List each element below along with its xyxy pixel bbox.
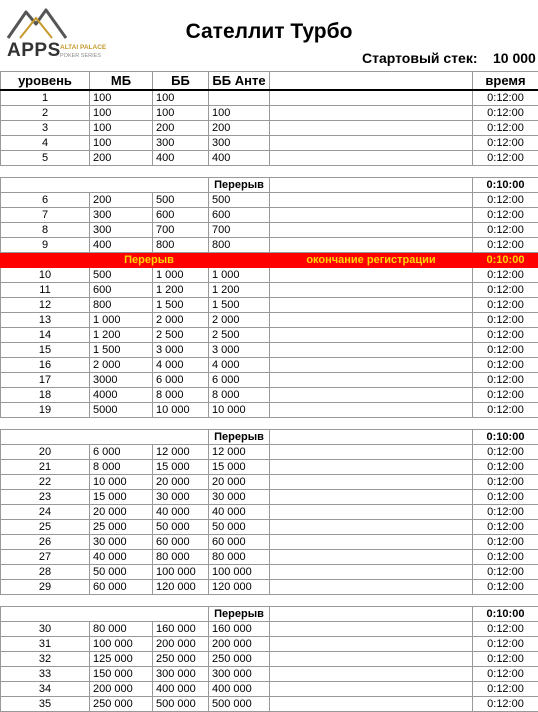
level-cell: 9: [1, 238, 90, 253]
sb-cell: 125 000: [90, 652, 153, 667]
bb-cell: 40 000: [153, 505, 209, 520]
ante-cell: 1 500: [209, 298, 270, 313]
note-cell: [270, 403, 473, 418]
break-time: 0:10:00: [473, 253, 538, 268]
table-row: [1, 313, 538, 328]
bb-cell: 100 000: [153, 565, 209, 580]
ante-cell: 100: [209, 106, 270, 121]
note-cell: [270, 373, 473, 388]
break-row: [1, 607, 538, 622]
bb-cell: 100: [153, 90, 209, 106]
level-cell: 16: [1, 358, 90, 373]
sb-cell: 2 000: [90, 358, 153, 373]
time-cell: 0:12:00: [473, 343, 538, 358]
sb-cell: 6 000: [90, 445, 153, 460]
note-cell: [270, 520, 473, 535]
note-cell: [270, 637, 473, 652]
table-row: [1, 682, 538, 697]
bb-cell: 500 000: [153, 697, 209, 712]
level-cell: 6: [1, 193, 90, 208]
level-cell: 10: [1, 268, 90, 283]
spacer-cell: [1, 595, 538, 607]
table-row: [1, 652, 538, 667]
sb-cell: 100 000: [90, 637, 153, 652]
level-cell: 8: [1, 223, 90, 238]
page-title: Сателлит Турбо: [0, 20, 538, 44]
sb-cell: 50 000: [90, 565, 153, 580]
sb-cell: 60 000: [90, 580, 153, 595]
note-cell: [270, 475, 473, 490]
ante-cell: 300 000: [209, 667, 270, 682]
break-row: [1, 178, 538, 193]
level-cell: 7: [1, 208, 90, 223]
table-row: [1, 136, 538, 151]
time-cell: 0:12:00: [473, 136, 538, 151]
sb-cell: 8 000: [90, 460, 153, 475]
table-row: [1, 403, 538, 418]
header-sb: МБ: [90, 72, 153, 91]
time-cell: 0:12:00: [473, 565, 538, 580]
ante-cell: 400: [209, 151, 270, 166]
ante-cell: 15 000: [209, 460, 270, 475]
time-cell: 0:12:00: [473, 268, 538, 283]
time-cell: 0:12:00: [473, 445, 538, 460]
ante-cell: 200: [209, 121, 270, 136]
bb-cell: 400: [153, 151, 209, 166]
ante-cell: 8 000: [209, 388, 270, 403]
empty-cell: [209, 253, 270, 268]
sb-cell: 150 000: [90, 667, 153, 682]
level-cell: 25: [1, 520, 90, 535]
level-cell: 27: [1, 550, 90, 565]
bb-cell: 3 000: [153, 343, 209, 358]
note-cell: [270, 298, 473, 313]
time-cell: 0:12:00: [473, 697, 538, 712]
level-cell: 21: [1, 460, 90, 475]
note-cell: [270, 223, 473, 238]
table-row: [1, 637, 538, 652]
time-cell: 0:12:00: [473, 535, 538, 550]
sb-cell: 15 000: [90, 490, 153, 505]
level-cell: 28: [1, 565, 90, 580]
note-cell: [270, 268, 473, 283]
registration-end-row: [1, 253, 538, 268]
spacer-cell: [1, 166, 538, 178]
note-cell: [270, 607, 473, 622]
sb-cell: 800: [90, 298, 153, 313]
bb-cell: 700: [153, 223, 209, 238]
level-cell: 15: [1, 343, 90, 358]
sb-cell: 3000: [90, 373, 153, 388]
bb-cell: 50 000: [153, 520, 209, 535]
ante-cell: [209, 90, 270, 106]
ante-cell: 6 000: [209, 373, 270, 388]
blinds-table: [0, 71, 538, 712]
table-row: [1, 238, 538, 253]
bb-cell: 120 000: [153, 580, 209, 595]
level-cell: 29: [1, 580, 90, 595]
bb-cell: 200 000: [153, 637, 209, 652]
ante-cell: 800: [209, 238, 270, 253]
level-cell: 11: [1, 283, 90, 298]
note-cell: [270, 358, 473, 373]
ante-cell: 12 000: [209, 445, 270, 460]
break-row: [1, 430, 538, 445]
bb-cell: 4 000: [153, 358, 209, 373]
table-row: [1, 520, 538, 535]
table-row: [1, 90, 538, 106]
table-row: [1, 268, 538, 283]
table-row: [1, 475, 538, 490]
note-cell: [270, 388, 473, 403]
sb-cell: 100: [90, 121, 153, 136]
table-row: [1, 580, 538, 595]
note-cell: [270, 565, 473, 580]
table-row: [1, 358, 538, 373]
ante-cell: 50 000: [209, 520, 270, 535]
starting-stack-label: Стартовый стек:: [362, 50, 478, 66]
level-cell: 34: [1, 682, 90, 697]
registration-note: окончание регистрации: [270, 253, 473, 268]
spacer-row: [1, 418, 538, 430]
time-cell: 0:12:00: [473, 403, 538, 418]
time-cell: 0:12:00: [473, 520, 538, 535]
bb-cell: 80 000: [153, 550, 209, 565]
level-cell: 1: [1, 90, 90, 106]
sb-cell: 100: [90, 106, 153, 121]
bb-cell: 20 000: [153, 475, 209, 490]
sb-cell: 80 000: [90, 622, 153, 637]
note-cell: [270, 121, 473, 136]
table-row: [1, 298, 538, 313]
time-cell: 0:12:00: [473, 373, 538, 388]
table-row: [1, 106, 538, 121]
bb-cell: 400 000: [153, 682, 209, 697]
break-time: 0:10:00: [473, 607, 538, 622]
empty-cell: [1, 607, 209, 622]
level-cell: 4: [1, 136, 90, 151]
ante-cell: 600: [209, 208, 270, 223]
break-label: Перерыв: [209, 178, 270, 193]
table-row: [1, 193, 538, 208]
time-cell: 0:12:00: [473, 460, 538, 475]
level-cell: 26: [1, 535, 90, 550]
header-note: [270, 72, 473, 91]
bb-cell: 1 500: [153, 298, 209, 313]
note-cell: [270, 667, 473, 682]
table-row: [1, 535, 538, 550]
time-cell: 0:12:00: [473, 637, 538, 652]
ante-cell: 40 000: [209, 505, 270, 520]
time-cell: 0:12:00: [473, 490, 538, 505]
ante-cell: 500 000: [209, 697, 270, 712]
note-cell: [270, 238, 473, 253]
sb-cell: 400: [90, 238, 153, 253]
note-cell: [270, 652, 473, 667]
sb-cell: 200: [90, 151, 153, 166]
note-cell: [270, 550, 473, 565]
ante-cell: 700: [209, 223, 270, 238]
time-cell: 0:12:00: [473, 667, 538, 682]
table-row: [1, 445, 538, 460]
spacer-row: [1, 166, 538, 178]
note-cell: [270, 136, 473, 151]
sb-cell: 30 000: [90, 535, 153, 550]
time-cell: 0:12:00: [473, 90, 538, 106]
ante-cell: 400 000: [209, 682, 270, 697]
table-row: [1, 697, 538, 712]
level-cell: 33: [1, 667, 90, 682]
ante-cell: 4 000: [209, 358, 270, 373]
table-row: [1, 460, 538, 475]
header-bb: ББ: [153, 72, 209, 91]
sb-cell: 100: [90, 136, 153, 151]
bb-cell: 15 000: [153, 460, 209, 475]
level-cell: 19: [1, 403, 90, 418]
sb-cell: 1 500: [90, 343, 153, 358]
sb-cell: 1 200: [90, 328, 153, 343]
sb-cell: 25 000: [90, 520, 153, 535]
sb-cell: 200: [90, 193, 153, 208]
note-cell: [270, 151, 473, 166]
bb-cell: 12 000: [153, 445, 209, 460]
sb-cell: 100: [90, 90, 153, 106]
empty-cell: [1, 430, 209, 445]
ante-cell: 80 000: [209, 550, 270, 565]
header-ante: ББ Анте: [209, 72, 270, 91]
logo-line2: POKER SERIES: [60, 53, 101, 59]
ante-cell: 1 200: [209, 283, 270, 298]
table-row: [1, 388, 538, 403]
time-cell: 0:12:00: [473, 505, 538, 520]
time-cell: 0:12:00: [473, 652, 538, 667]
level-cell: 14: [1, 328, 90, 343]
level-cell: 32: [1, 652, 90, 667]
note-cell: [270, 313, 473, 328]
time-cell: 0:12:00: [473, 106, 538, 121]
table-row: [1, 490, 538, 505]
time-cell: 0:12:00: [473, 550, 538, 565]
note-cell: [270, 343, 473, 358]
ante-cell: 160 000: [209, 622, 270, 637]
logo-line1: ALTAI PALACE: [60, 44, 106, 51]
sb-cell: 5000: [90, 403, 153, 418]
note-cell: [270, 283, 473, 298]
note-cell: [270, 697, 473, 712]
starting-stack-value: 10 000: [493, 50, 536, 66]
ante-cell: 300: [209, 136, 270, 151]
time-cell: 0:12:00: [473, 151, 538, 166]
note-cell: [270, 505, 473, 520]
level-cell: 12: [1, 298, 90, 313]
ante-cell: 2 500: [209, 328, 270, 343]
table-row: [1, 151, 538, 166]
ante-cell: 10 000: [209, 403, 270, 418]
note-cell: [270, 90, 473, 106]
time-cell: 0:12:00: [473, 193, 538, 208]
sb-cell: 40 000: [90, 550, 153, 565]
sb-cell: 500: [90, 268, 153, 283]
note-cell: [270, 535, 473, 550]
level-cell: 13: [1, 313, 90, 328]
time-cell: 0:12:00: [473, 313, 538, 328]
bb-cell: 6 000: [153, 373, 209, 388]
ante-cell: 500: [209, 193, 270, 208]
time-cell: 0:12:00: [473, 208, 538, 223]
time-cell: 0:12:00: [473, 223, 538, 238]
sb-cell: 200 000: [90, 682, 153, 697]
bb-cell: 300: [153, 136, 209, 151]
table-row: [1, 550, 538, 565]
bb-cell: 2 500: [153, 328, 209, 343]
empty-cell: [1, 253, 90, 268]
note-cell: [270, 178, 473, 193]
level-cell: 24: [1, 505, 90, 520]
bb-cell: 30 000: [153, 490, 209, 505]
note-cell: [270, 460, 473, 475]
ante-cell: 20 000: [209, 475, 270, 490]
table-row: [1, 667, 538, 682]
sb-cell: 20 000: [90, 505, 153, 520]
time-cell: 0:12:00: [473, 358, 538, 373]
bb-cell: 1 200: [153, 283, 209, 298]
sb-cell: 300: [90, 223, 153, 238]
logo-brand: APPS: [7, 40, 61, 62]
note-cell: [270, 328, 473, 343]
bb-cell: 60 000: [153, 535, 209, 550]
break-label: Перерыв: [209, 607, 270, 622]
note-cell: [270, 445, 473, 460]
break-time: 0:10:00: [473, 178, 538, 193]
note-cell: [270, 490, 473, 505]
break-label: Перерыв: [90, 253, 209, 268]
ante-cell: 2 000: [209, 313, 270, 328]
bb-cell: 600: [153, 208, 209, 223]
bb-cell: 10 000: [153, 403, 209, 418]
level-cell: 18: [1, 388, 90, 403]
sb-cell: 1 000: [90, 313, 153, 328]
table-row: [1, 343, 538, 358]
time-cell: 0:12:00: [473, 580, 538, 595]
note-cell: [270, 430, 473, 445]
table-header: [1, 72, 538, 91]
level-cell: 3: [1, 121, 90, 136]
note-cell: [270, 580, 473, 595]
note-cell: [270, 106, 473, 121]
note-cell: [270, 193, 473, 208]
spacer-cell: [1, 418, 538, 430]
header-level: уровень: [1, 72, 90, 91]
ante-cell: 60 000: [209, 535, 270, 550]
time-cell: 0:12:00: [473, 475, 538, 490]
table-row: [1, 328, 538, 343]
empty-cell: [1, 178, 209, 193]
level-cell: 17: [1, 373, 90, 388]
bb-cell: 160 000: [153, 622, 209, 637]
note-cell: [270, 622, 473, 637]
level-cell: 5: [1, 151, 90, 166]
level-cell: 35: [1, 697, 90, 712]
time-cell: 0:12:00: [473, 388, 538, 403]
ante-cell: 30 000: [209, 490, 270, 505]
level-cell: 22: [1, 475, 90, 490]
table-row: [1, 121, 538, 136]
sb-cell: 10 000: [90, 475, 153, 490]
level-cell: 31: [1, 637, 90, 652]
level-cell: 2: [1, 106, 90, 121]
table-row: [1, 223, 538, 238]
bb-cell: 800: [153, 238, 209, 253]
note-cell: [270, 208, 473, 223]
time-cell: 0:12:00: [473, 298, 538, 313]
bb-cell: 250 000: [153, 652, 209, 667]
table-row: [1, 208, 538, 223]
bb-cell: 500: [153, 193, 209, 208]
time-cell: 0:12:00: [473, 682, 538, 697]
sb-cell: 600: [90, 283, 153, 298]
table-row: [1, 505, 538, 520]
bb-cell: 1 000: [153, 268, 209, 283]
sb-cell: 300: [90, 208, 153, 223]
break-time: 0:10:00: [473, 430, 538, 445]
bb-cell: 300 000: [153, 667, 209, 682]
table-row: [1, 622, 538, 637]
bb-cell: 2 000: [153, 313, 209, 328]
table-row: [1, 565, 538, 580]
ante-cell: 200 000: [209, 637, 270, 652]
sb-cell: 4000: [90, 388, 153, 403]
note-cell: [270, 682, 473, 697]
bb-cell: 200: [153, 121, 209, 136]
sb-cell: 250 000: [90, 697, 153, 712]
table-row: [1, 373, 538, 388]
time-cell: 0:12:00: [473, 622, 538, 637]
ante-cell: 1 000: [209, 268, 270, 283]
bb-cell: 8 000: [153, 388, 209, 403]
time-cell: 0:12:00: [473, 238, 538, 253]
ante-cell: 100 000: [209, 565, 270, 580]
spacer-row: [1, 595, 538, 607]
time-cell: 0:12:00: [473, 283, 538, 298]
time-cell: 0:12:00: [473, 328, 538, 343]
bb-cell: 100: [153, 106, 209, 121]
time-cell: 0:12:00: [473, 121, 538, 136]
level-cell: 23: [1, 490, 90, 505]
level-cell: 20: [1, 445, 90, 460]
break-label: Перерыв: [209, 430, 270, 445]
ante-cell: 3 000: [209, 343, 270, 358]
header-time: время: [473, 72, 538, 91]
ante-cell: 250 000: [209, 652, 270, 667]
table-row: [1, 283, 538, 298]
ante-cell: 120 000: [209, 580, 270, 595]
level-cell: 30: [1, 622, 90, 637]
